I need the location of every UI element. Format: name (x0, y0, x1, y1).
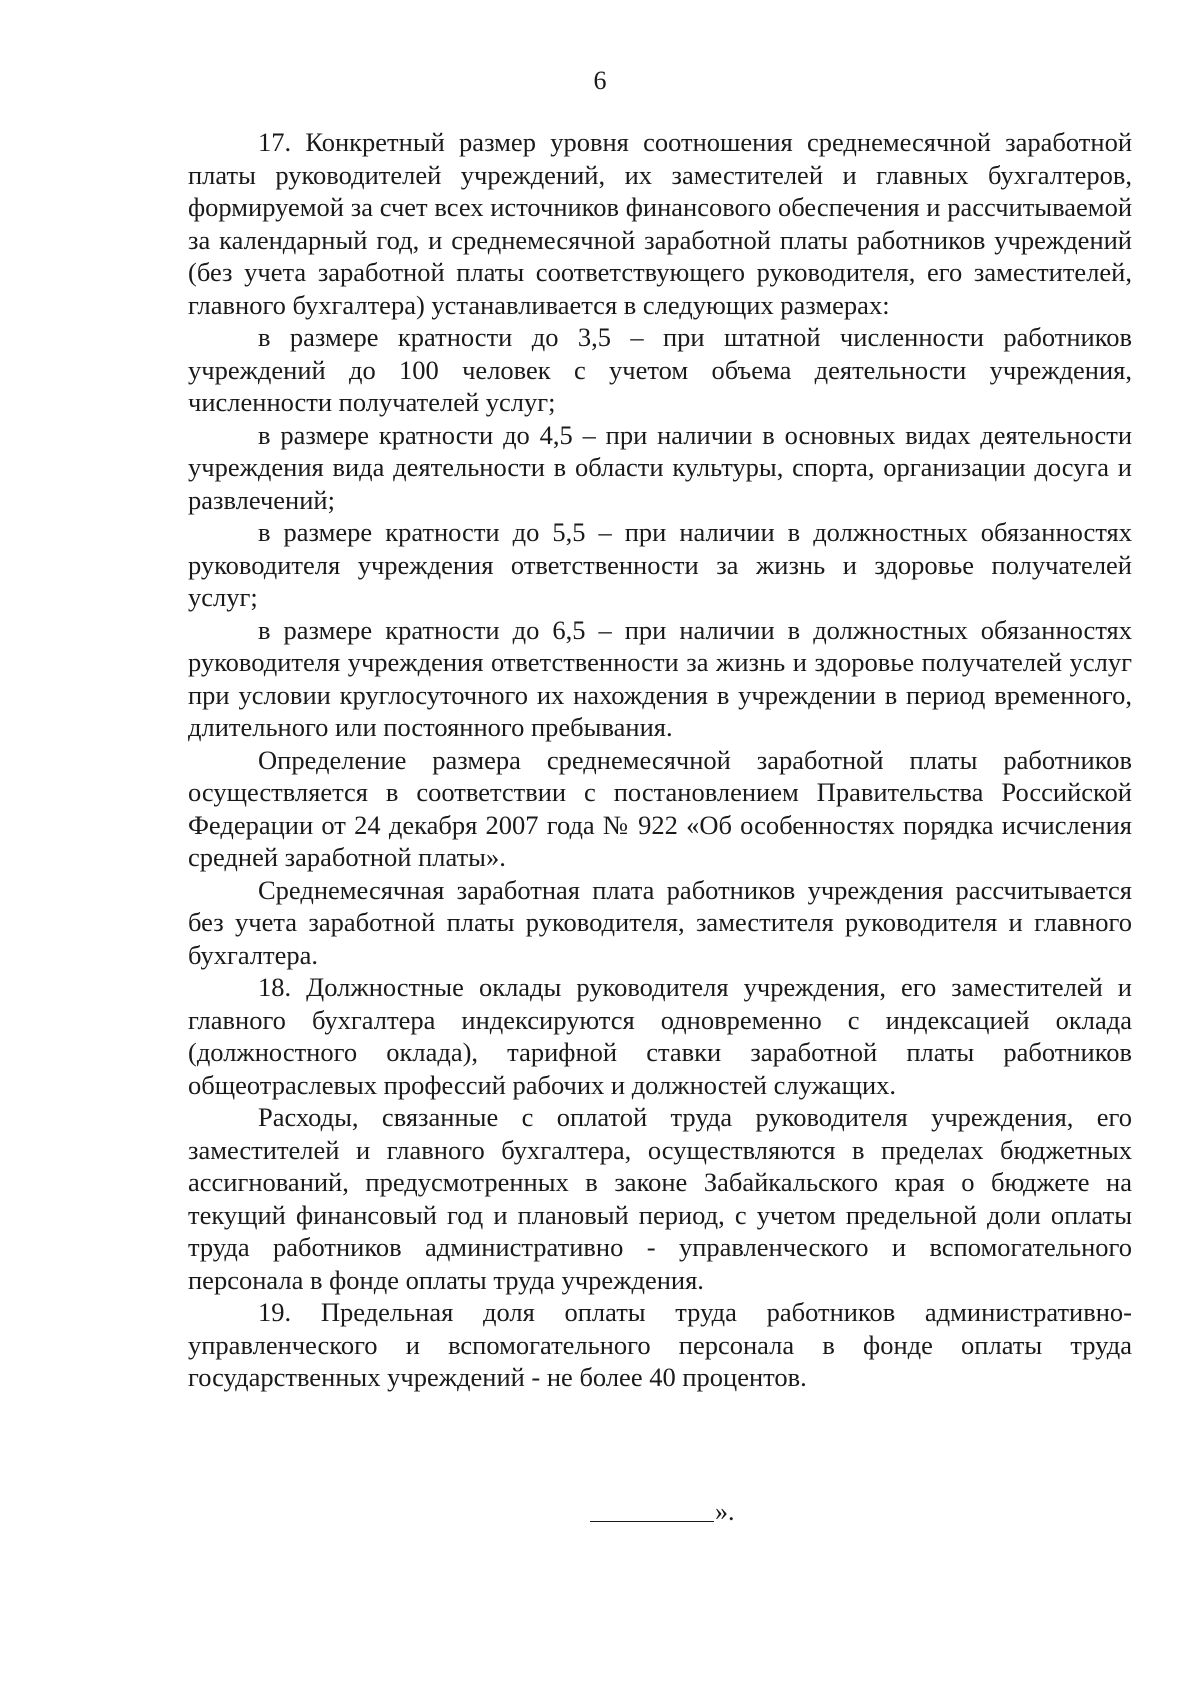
paragraph-ratio-6-5: в размере кратности до 6,5 – при наличии в должностных обязанностях руководителя учреждения ответственности за жизнь и здоровье получателей услуг при условии круглосуточного их нахождения в учреждении в период временного, длительного или постоянного пребывания. (188, 614, 1132, 742)
paragraph-18: 18. Должностные оклады руководителя учреждения, его заместителей и главного бухгалтера индексируются одновременно с индексацией оклада (должностного оклада), тарифной ставки заработной платы работников общеотраслевых профессий рабочих и должностей служащих. (188, 972, 1132, 1100)
page-number: 6 (593, 66, 607, 95)
paragraph-19: 19. Предельная доля оплаты труда работников административно-управленческого и вспомогательного персонала в фонде оплаты труда государственных учреждений - не более 40 процентов. (188, 1297, 1132, 1392)
paragraph-ratio-5-5: в размере кратности до 5,5 – при наличии в должностных обязанностях руководителя учреждения ответственности за жизнь и здоровье получателей услуг; (188, 517, 1132, 612)
paragraph-salary-calculation: Среднемесячная заработная плата работников учреждения рассчитывается без учета заработной платы руководителя, заместителя руководителя и главного бухгалтера. (188, 874, 1132, 970)
closing-rule (590, 1521, 714, 1522)
paragraph-ratio-3-5: в размере кратности до 3,5 – при штатной численности работников учреждений до 100 человек с учетом объема деятельности учреждения, численности получателей услуг; (188, 322, 1132, 417)
paragraph-salary-definition: Определение размера среднемесячной заработной платы работников осуществляется в соответствии с постановлением Правительства Российской Федерации от 24 декабря 2007 года № 922 «Об особенностях порядка исчисления средней заработной платы». (188, 744, 1132, 872)
paragraph-ratio-4-5: в размере кратности до 4,5 – при наличии в основных видах деятельности учреждения вида деятельности в области культуры, спорта, организации досуга и развлечений; (188, 419, 1132, 515)
closing-quote-mark: ». (715, 1497, 735, 1526)
document-body (188, 126, 1132, 1394)
paragraph-expenses: Расходы, связанные с оплатой труда руководителя учреждения, его заместителей и главного бухгалтера, осуществляются в пределах бюджетных ассигнований, предусмотренных в законе Забайкальского края о бюджете на текущий финансовый год и плановый период, с учетом предельной доли оплаты труда работников административно - управленческого и вспомогательного персонала в фонде оплаты труда учреждения. (188, 1102, 1132, 1295)
paragraph-17: 17. Конкретный размер уровня соотношения среднемесячной заработной платы руководителей учреждений, их заместителей и главных бухгалтеров, формируемой за счет всех источников финансового обеспечения и рассчитываемой за календарный год, и среднемесячной заработной платы работников учреждений (без учета заработной платы соответствующего руководителя, его заместителей, главного бухгалтера) устанавливается в следующих размерах: (188, 127, 1132, 320)
